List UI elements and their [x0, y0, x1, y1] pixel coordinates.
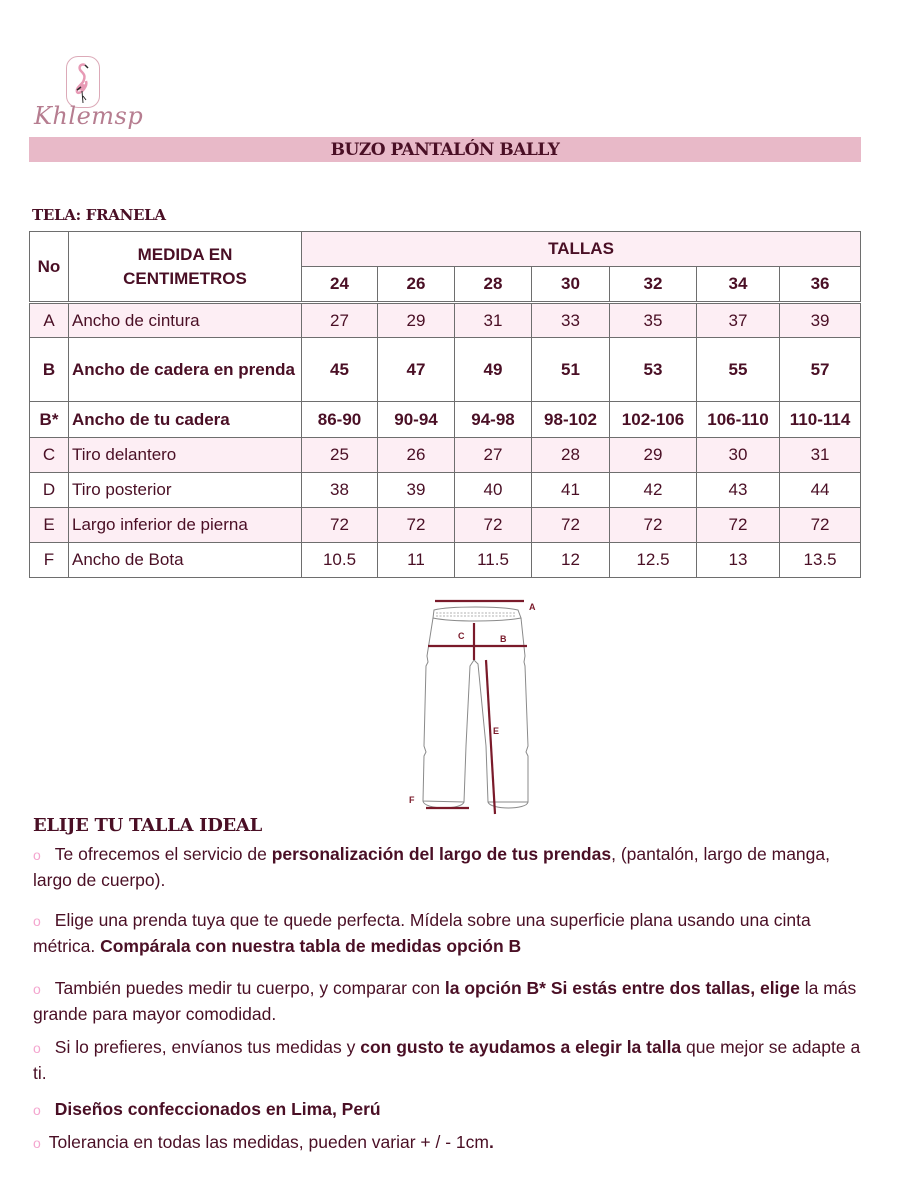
header-medida-line2: CENTIMETROS [123, 268, 247, 288]
row-value: 38 [302, 473, 378, 508]
header-medida [69, 232, 302, 303]
table-row [30, 402, 861, 438]
row-value: 10.5 [302, 543, 378, 578]
row-value: 13.5 [780, 543, 861, 578]
guide-bold: la opción B* Si estás entre dos tallas, elige [444, 978, 800, 998]
page-title: BUZO PANTALÓN BALLY [29, 137, 861, 162]
guide-item [33, 1035, 863, 1086]
row-value: 102-106 [610, 402, 697, 438]
size-header-cell: 32 [610, 267, 697, 303]
row-value: 98-102 [532, 402, 610, 438]
row-value: 27 [302, 303, 378, 338]
guide-bold: . [488, 1132, 494, 1152]
table-row [30, 543, 861, 578]
row-label: Ancho de Bota [69, 543, 302, 578]
row-value: 106-110 [697, 402, 780, 438]
guide-text: Tolerancia en todas las medidas, pueden variar + / - 1cm [48, 1132, 489, 1152]
guide-text: También puedes medir tu cuerpo, y comparar con [54, 978, 445, 998]
pants-diagram-icon [400, 596, 545, 824]
brand-name: Khlemsp [34, 102, 144, 130]
guide-item [33, 1130, 863, 1156]
table-row [30, 438, 861, 473]
diagram-label-c: C [458, 631, 465, 641]
row-value: 53 [610, 338, 697, 402]
row-value: 72 [302, 508, 378, 543]
guide-bold: con gusto te ayudamos a elegir la talla [360, 1037, 682, 1057]
row-code: B* [30, 402, 69, 438]
circle-bullet-icon: o [33, 847, 41, 863]
row-code: D [30, 473, 69, 508]
row-code: C [30, 438, 69, 473]
row-value: 72 [780, 508, 861, 543]
row-value: 72 [697, 508, 780, 543]
row-value: 12.5 [610, 543, 697, 578]
row-value: 35 [610, 303, 697, 338]
circle-bullet-icon: o [33, 1040, 41, 1056]
row-value: 94-98 [455, 402, 532, 438]
circle-bullet-icon: o [33, 981, 41, 997]
row-value: 72 [378, 508, 455, 543]
diagram-label-e: E [493, 726, 500, 736]
guide-text: , (pantalón, largo de manga, largo de cuerpo). [33, 844, 830, 890]
row-value: 57 [780, 338, 861, 402]
row-value: 90-94 [378, 402, 455, 438]
row-value: 86-90 [302, 402, 378, 438]
row-label: Ancho de cintura [69, 303, 302, 338]
row-value: 37 [697, 303, 780, 338]
row-value: 31 [780, 438, 861, 473]
row-value: 47 [378, 338, 455, 402]
diagram-label-f: F [409, 795, 415, 805]
row-code: F [30, 543, 69, 578]
table-row [30, 338, 861, 402]
row-value: 29 [378, 303, 455, 338]
guide-item [33, 976, 863, 1027]
guide-text: Si lo prefieres, envíanos tus medidas y [54, 1037, 361, 1057]
circle-bullet-icon: o [33, 913, 41, 929]
guide-text: que mejor se adapte a ti. [33, 1037, 861, 1083]
row-value: 28 [532, 438, 610, 473]
row-label: Tiro posterior [69, 473, 302, 508]
row-label: Largo inferior de pierna [69, 508, 302, 543]
row-value: 13 [697, 543, 780, 578]
row-value: 72 [455, 508, 532, 543]
row-value: 110-114 [780, 402, 861, 438]
header-no: No [30, 232, 69, 303]
row-label: Ancho de cadera en prenda [69, 338, 302, 402]
size-header-cell: 30 [532, 267, 610, 303]
diagram-label-b: B [500, 634, 507, 644]
header-medida-line1: MEDIDA EN [137, 244, 233, 264]
row-value: 43 [697, 473, 780, 508]
row-code: A [30, 303, 69, 338]
row-value: 26 [378, 438, 455, 473]
size-header-cell: 34 [697, 267, 780, 303]
row-label: Ancho de tu cadera [69, 402, 302, 438]
row-value: 30 [697, 438, 780, 473]
row-value: 27 [455, 438, 532, 473]
guide-item [33, 908, 863, 959]
row-value: 55 [697, 338, 780, 402]
row-value: 44 [780, 473, 861, 508]
row-value: 39 [378, 473, 455, 508]
row-value: 51 [532, 338, 610, 402]
flamingo-icon [66, 56, 100, 108]
row-value: 29 [610, 438, 697, 473]
row-label: Tiro delantero [69, 438, 302, 473]
row-value: 72 [532, 508, 610, 543]
row-value: 25 [302, 438, 378, 473]
size-table [29, 231, 861, 578]
circle-bullet-icon: o [33, 1102, 41, 1118]
row-value: 45 [302, 338, 378, 402]
row-value: 42 [610, 473, 697, 508]
row-value: 33 [532, 303, 610, 338]
size-header-cell: 24 [302, 267, 378, 303]
table-row [30, 508, 861, 543]
brand-logo [34, 54, 144, 136]
guide-text: Te ofrecemos el servicio de [54, 844, 272, 864]
row-value: 31 [455, 303, 532, 338]
row-value: 40 [455, 473, 532, 508]
size-header-cell: 28 [455, 267, 532, 303]
row-value: 12 [532, 543, 610, 578]
guide-text: la más grande para mayor comodidad. [33, 978, 857, 1024]
size-header-cell: 26 [378, 267, 455, 303]
guide-item [33, 842, 863, 893]
guide-bold: Diseños confeccionados en Lima, Perú [54, 1099, 381, 1119]
guide-title: ELIJE TU TALLA IDEAL [33, 815, 262, 836]
row-value: 11.5 [455, 543, 532, 578]
row-code: B [30, 338, 69, 402]
guide-bold: personalización del largo de tus prendas [271, 844, 612, 864]
header-tallas: TALLAS [302, 232, 861, 267]
table-row [30, 473, 861, 508]
guide-text: Elige una prenda tuya que te quede perfecta. Mídela sobre una superficie plana usando una cinta métrica. [33, 910, 811, 956]
guide-bold: Compárala con nuestra tabla de medidas opción B [100, 936, 522, 956]
row-value: 39 [780, 303, 861, 338]
row-value: 41 [532, 473, 610, 508]
size-header-cell: 36 [780, 267, 861, 303]
row-code: E [30, 508, 69, 543]
row-value: 11 [378, 543, 455, 578]
circle-bullet-icon: o [33, 1135, 41, 1151]
row-value: 49 [455, 338, 532, 402]
row-value: 72 [610, 508, 697, 543]
guide-item [33, 1097, 863, 1123]
table-row [30, 303, 861, 338]
diagram-label-a: A [529, 602, 536, 612]
fabric-label: TELA: FRANELA [32, 206, 166, 224]
